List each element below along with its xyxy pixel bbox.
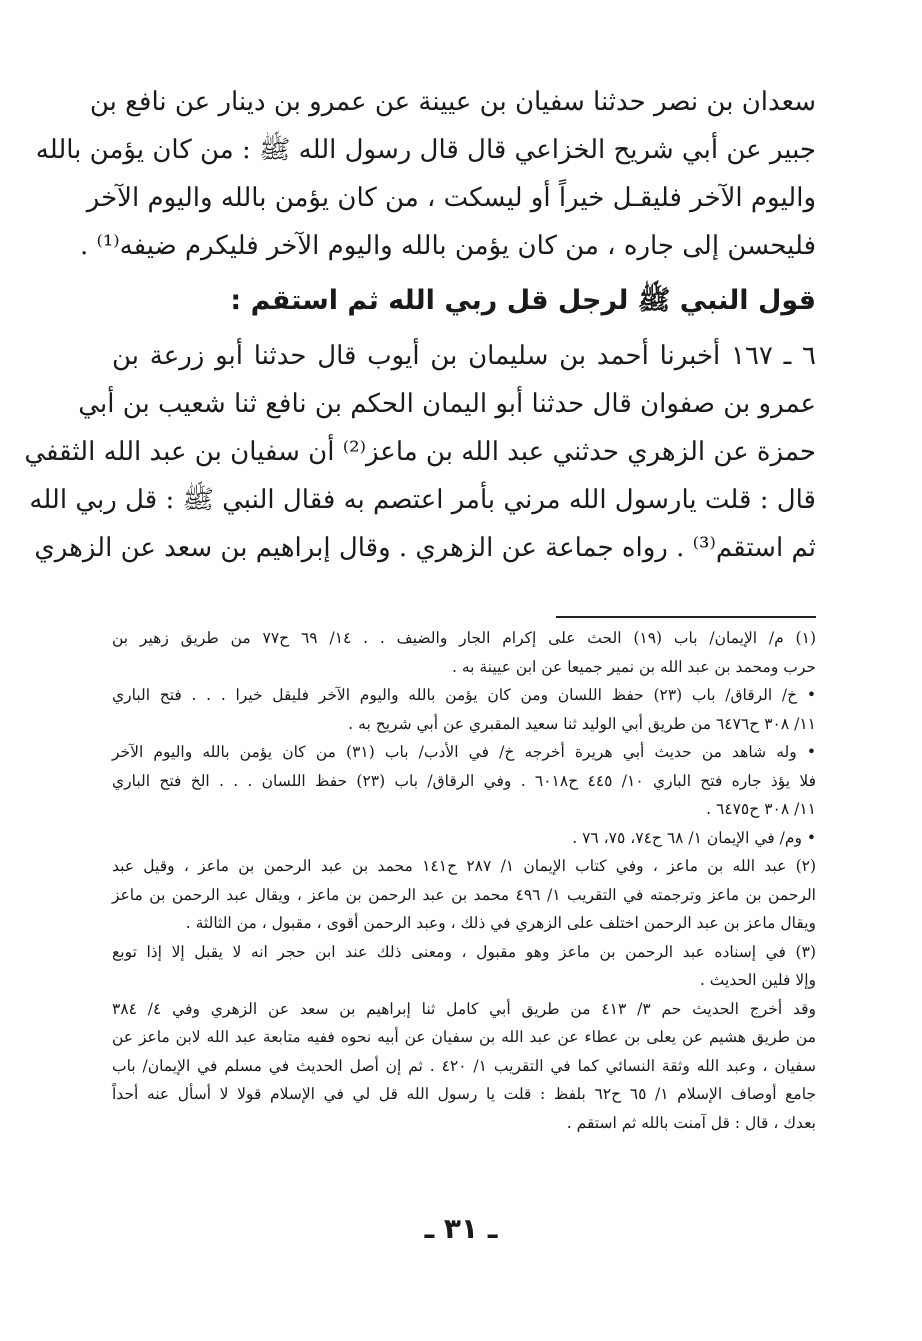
main-text-paragraph-2 [24,332,816,572]
footnote-line: ١١/ ٣٠٨ ح٦٤٧٦ من طريق أبي الوليد ثنا سعيد المقبري عن أبي شريح به . [348,714,816,733]
text-line: فليحسن إلى جاره ، من كان يؤمن بالله واليوم الآخر فليكرم ضيفه⁽¹⁾ . [79,231,816,261]
footnote-line: من طريق هشيم عن يعلى بن عطاء عن عبد الله بن سفيان عن أبيه نحوه ففيه متابعة عبد الله لابن ماعز عن [112,1028,816,1046]
footnote-line: • وم/ في الإيمان ١/ ٦٨ ح٧٤، ٧٥، ٧٦ . [572,828,816,847]
text-line: واليوم الآخر فليقـل خيراً أو ليسكت ، من كان يؤمن بالله واليوم الآخر [86,183,816,213]
text-line: جبير عن أبي شريح الخزاعي قال قال رسول الله ﷺ : من كان يؤمن بالله [35,135,816,165]
footnote-line: جامع أوصاف الإسلام ١/ ٦٥ ح٦٢ بلفظ : قلت يا رسول الله قل لي في الإسلام قولا لا أسأل عنه أحداً [112,1085,816,1103]
footnote-line: فلا يؤذ جاره فتح الباري ١٠/ ٤٤٥ ح٦٠١٨ . وفي الرقاق/ باب (٢٣) حفظ اللسان . . . الخ فتح الباري [112,771,816,790]
footnote-line: (٣) في إسناده عبد الرحمن بن ماعز وهو مقبول ، ومعنى ذلك عند ابن حجر انه لا يقبل إلا إذا توبع [112,942,816,961]
section-heading: قول النبي ﷺ لرجل قل ربي الله ثم استقم : [230,285,816,316]
text-line: عمرو بن صفوان قال حدثنا أبو اليمان الحكم بن نافع ثنا شعيب بن أبي [78,389,816,419]
footnote-line: بعدك ، قال : قل آمنت بالله ثم استقم . [566,1113,816,1132]
footnote-line: الرحمن بن ماعز وترجمته في التقريب ١/ ٤٩٦ محمد بن عبد الرحمن بن ماعز ، ويقال عبد الرحمن بن ماعز [112,885,816,904]
footnote-line: • وله شاهد من حديث أبي هريرة أخرجه خ/ في الأدب/ باب (٣١) من كان يؤمن بالله واليوم الآخر [112,743,816,761]
page-number: ـ ٣١ ـ [424,1212,498,1245]
main-text-paragraph-1 [35,78,816,270]
footnote-line: وإلا فلين الحديث . [699,971,816,989]
page-content [24,78,817,1137]
footnote-line: (٢) عبد الله بن ماعز ، وفي كتاب الإيمان ١/ ٢٨٧ ح١٤١ محمد بن عبد الرحمن بن ماعز ، وقيل عبد [112,857,817,875]
footnote-line: ويقال ماعز بن عبد الرحمن اختلف على الزهري في ذلك ، وعبد الرحمن أقوى ، مقبول ، من الثالثة . [185,914,816,932]
footnotes [112,624,816,1137]
footnote-line: وقد أخرج الحديث حم ٣/ ٤١٣ من طريق أبي كامل ثنا إبراهيم بن سعد عن الزهري وفي ٤/ ٣٨٤ [112,999,816,1018]
text-line: ٦ ـ ١٦٧ أخبرنا أحمد بن سليمان بن أيوب قال حدثنا أبو زرعة بن [112,341,816,371]
footnote-line: ١١/ ٣٠٨ ح٦٤٧٥ . [706,800,816,818]
text-line: سعدان بن نصر حدثنا سفيان بن عيينة عن عمرو بن دينار عن نافع بن [89,87,816,117]
footnote-line: • خ/ الرقاق/ باب (٢٣) حفظ اللسان ومن كان يؤمن بالله واليوم الآخر فليقل خيرا . . . فتح الباري [112,686,816,704]
text-line: ثم استقم⁽³⁾ . رواه جماعة عن الزهري . وقال إبراهيم بن سعد عن الزهري [34,533,816,563]
footnote-line: سفيان ، وعبد الله وثقة النسائي كما في التقريب ١/ ٤٢٠ . ثم إن أصل الحديث في مسلم في الإيمان/ باب [112,1056,816,1075]
footnote-divider [556,616,816,618]
footnote-line: (١) م/ الإيمان/ باب (١٩) الحث على إكرام الجار والضيف . . ١٤/ ٦٩ ح٧٧ من طريق زهير بن [112,629,816,647]
text-line: حمزة عن الزهري حدثني عبد الله بن ماعز⁽²⁾ أن سفيان بن عبد الله الثقفي [24,437,816,467]
text-line: قال : قلت يارسول الله مرني بأمر اعتصم به فقال النبي ﷺ : قل ربي الله [29,485,816,515]
footnote-line: حرب ومحمد بن عبد الله بن نمير جميعا عن ابن عيينة به . [451,657,816,676]
